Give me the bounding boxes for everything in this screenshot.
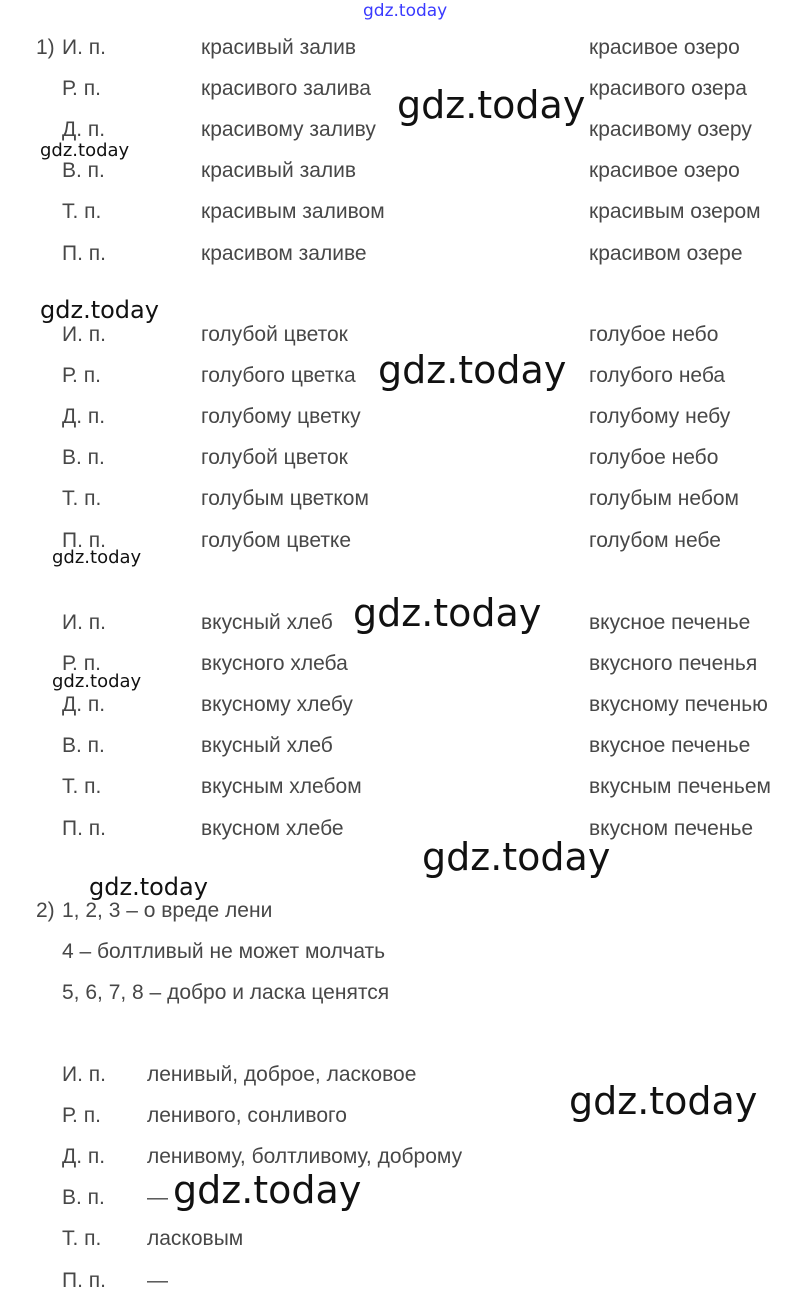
case-label: Т. п. [62, 487, 102, 511]
masculine-phrase: красивый залив [201, 36, 357, 59]
case-label: В. п. [62, 159, 105, 183]
watermark: gdz.today [422, 835, 611, 879]
neuter-phrase: красивое озеро [589, 36, 740, 59]
adjectives: — [147, 1268, 168, 1292]
neuter-phrase: красивое озеро [589, 159, 740, 183]
case-label: В. п. [62, 1186, 105, 1210]
adjectives: ленивого, сонливого [147, 1104, 347, 1128]
case-label: Д. п. [62, 118, 106, 142]
neuter-phrase: вкусное печенье [589, 611, 751, 634]
case-label: И. п. [62, 611, 106, 634]
part2-line: 4 – болтливый не может молчать [62, 940, 386, 964]
neuter-phrase: голубое небо [589, 323, 719, 346]
neuter-phrase: голубому небу [589, 405, 731, 429]
case-label: Т. п. [62, 200, 102, 224]
case-label: Р. п. [62, 652, 101, 676]
watermark: gdz.today [569, 1079, 758, 1123]
masculine-phrase: красивый залив [201, 159, 357, 183]
neuter-phrase: красивом озере [589, 241, 743, 265]
case-label: В. п. [62, 734, 105, 758]
case-label: Т. п. [62, 1227, 102, 1251]
masculine-phrase: вкусном хлебе [201, 816, 344, 840]
masculine-phrase: голубым цветком [201, 487, 369, 511]
neuter-phrase: красивым озером [589, 200, 761, 224]
masculine-phrase: красивым заливом [201, 200, 385, 224]
case-label: Р. п. [62, 1104, 101, 1128]
masculine-phrase: вкусному хлебу [201, 693, 353, 717]
case-label: П. п. [62, 816, 106, 840]
part2-line: 1, 2, 3 – о вреде лени [62, 899, 273, 922]
masculine-phrase: голубого цветка [201, 364, 356, 388]
masculine-phrase: голубой цветок [201, 323, 348, 346]
case-label: Р. п. [62, 77, 101, 101]
neuter-phrase: голубое небо [589, 446, 719, 470]
watermark: gdz.today [353, 591, 542, 635]
adjectives: ленивый, доброе, ласковое [147, 1063, 417, 1086]
masculine-phrase: вкусный хлеб [201, 611, 333, 634]
neuter-phrase: красивому озеру [589, 118, 752, 142]
case-label: П. п. [62, 241, 106, 265]
case-label: Р. п. [62, 364, 101, 388]
case-label: Т. п. [62, 775, 102, 799]
masculine-phrase: красивому заливу [201, 118, 376, 142]
adjectives: ласковым [147, 1227, 244, 1251]
watermark: gdz.today [173, 1168, 362, 1212]
case-label: И. п. [62, 36, 106, 59]
case-label: Д. п. [62, 405, 106, 429]
masculine-phrase: красивого залива [201, 77, 371, 101]
case-label: В. п. [62, 446, 105, 470]
watermark: gdz.today [40, 140, 130, 161]
part1-number: 1) [36, 36, 55, 59]
neuter-phrase: вкусное печенье [589, 734, 751, 758]
case-label: П. п. [62, 1268, 106, 1292]
neuter-phrase: красивого озера [589, 77, 747, 101]
watermark: gdz.today [378, 348, 567, 392]
case-label: И. п. [62, 1063, 106, 1086]
masculine-phrase: голубому цветку [201, 405, 361, 429]
watermark: gdz.today [89, 873, 208, 901]
adjectives: ленивому, болтливому, доброму [147, 1145, 463, 1169]
part2-number: 2) [36, 899, 55, 922]
watermark: gdz.today [40, 296, 159, 324]
neuter-phrase: вкусного печенья [589, 652, 758, 676]
masculine-phrase: голубом цветке [201, 528, 352, 552]
watermark: gdz.today [397, 83, 586, 127]
masculine-phrase: красивом заливе [201, 241, 367, 265]
neuter-phrase: голубом небе [589, 528, 721, 552]
adjectives: — [147, 1186, 168, 1210]
neuter-phrase: вкусным печеньем [589, 775, 771, 799]
masculine-phrase: вкусным хлебом [201, 775, 362, 799]
case-label: Д. п. [62, 1145, 106, 1169]
part2-line: 5, 6, 7, 8 – добро и ласка ценятся [62, 981, 390, 1005]
case-label: Д. п. [62, 693, 106, 717]
neuter-phrase: голубым небом [589, 487, 739, 511]
neuter-phrase: вкусном печенье [589, 816, 754, 840]
watermark: gdz.today [52, 671, 142, 692]
masculine-phrase: вкусный хлеб [201, 734, 333, 758]
neuter-phrase: вкусному печенью [589, 693, 768, 717]
watermark: gdz.today [52, 547, 142, 568]
case-label: П. п. [62, 528, 106, 552]
case-label: И. п. [62, 323, 106, 346]
masculine-phrase: голубой цветок [201, 446, 348, 470]
watermark: gdz.today [363, 1, 448, 21]
neuter-phrase: голубого неба [589, 364, 726, 388]
masculine-phrase: вкусного хлеба [201, 652, 348, 676]
